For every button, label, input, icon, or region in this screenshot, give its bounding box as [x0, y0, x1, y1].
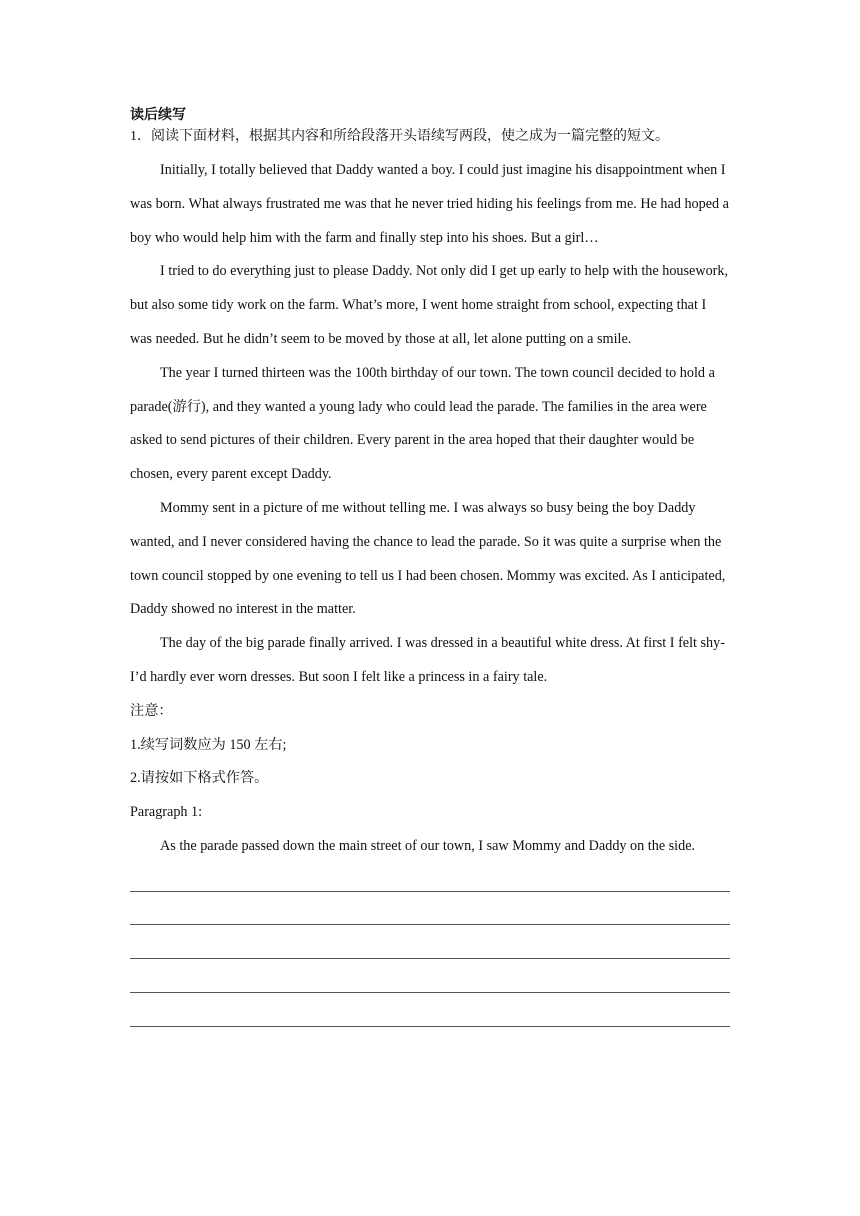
answer-line[interactable] — [130, 868, 730, 902]
answer-line[interactable] — [130, 969, 730, 1003]
notes-label: 注意： — [130, 702, 173, 719]
passage-paragraph-1: Initially, I totally believed that Daddy wanted a boy. I could just imagine his disappointment when I was born. What always frustrated me was that he never tried hiding his feelings from me. He had hoped a boy who would help him with the farm and finally step into his shoes. But a girl… — [130, 162, 729, 246]
passage-paragraph-2: I tried to do everything just to please Daddy. Not only did I get up early to help with the housework, but also some tidy work on the farm. What’s more, I went home straight from school, expecting that I was needed. But he didn’t seem to be moved by those at all, let alone putting on a smile. — [130, 263, 729, 347]
task-instruction: 1．阅读下面材料，根据其内容和所给段落开头语续写两段，使之成为一篇完整的短文。 — [130, 129, 669, 144]
paragraph-1-opening: As the parade passed down the main street of our town, I saw Mommy and Daddy on the side. — [160, 837, 696, 854]
reading-passage — [130, 154, 730, 695]
note-word-count: 1.续写词数应为 150 左右; — [130, 736, 287, 753]
worksheet-page — [130, 104, 730, 1037]
passage-paragraph-5: The day of the big parade finally arrived. I was dressed in a beautiful white dress. At first I felt shy-I’d hardly ever worn dresses. But soon I felt like a princess in a fairy tale. — [130, 635, 725, 685]
answer-lines[interactable] — [130, 868, 730, 1037]
answer-line[interactable] — [130, 935, 730, 969]
answer-line[interactable] — [130, 1003, 730, 1037]
section-title: 读后续写 — [130, 107, 186, 123]
passage-paragraph-3: The year I turned thirteen was the 100th birthday of our town. The town council decided to hold a parade(游行), and they wanted a young lady who could lead the parade. The families in the area were asked to send pictures of their children. Every parent in the area hoped that their daughter would be chosen, every parent except Daddy. — [130, 364, 715, 483]
paragraph-1-label: Paragraph 1: — [130, 804, 203, 821]
passage-paragraph-4: Mommy sent in a picture of me without telling me. I was always so busy being the boy Daddy wanted, and I never considered having the chance to lead the parade. So it was quite a surprise when the town council stopped by one evening to tell us I had been chosen. Mommy was excited. As I anticipated, Daddy showed no interest in the matter. — [130, 499, 726, 618]
answer-line[interactable] — [130, 902, 730, 936]
note-format: 2.请按如下格式作答。 — [130, 770, 269, 787]
